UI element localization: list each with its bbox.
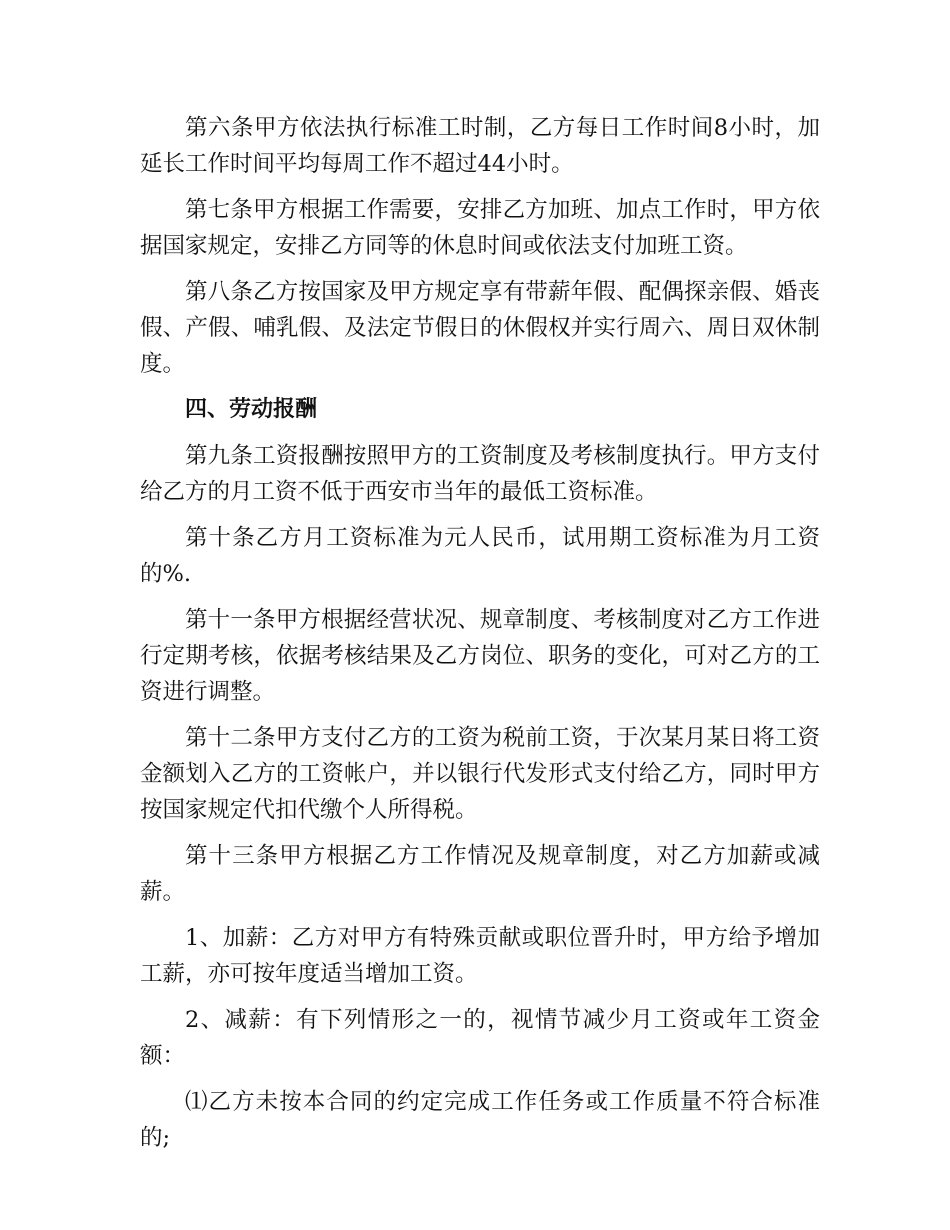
article-13-paragraph: 第十三条甲方根据乙方工作情况及规章制度，对乙方加薪或减薪。 [140,843,820,905]
article-9-paragraph: 第九条工资报酬按照甲方的工资制度及考核制度执行。甲方支付给乙方的月工资不低于西安市当年的最低工资标准。 [140,443,820,505]
document-body [140,110,820,1166]
clause-reduction-paragraph: 2、减薪：有下列情形之一的，视情节减少月工资或年工资金额： [140,1007,820,1069]
article-6-paragraph: 第六条甲方依法执行标准工时制，乙方每日工作时间8小时，加延长工作时间平均每周工作不超过44小时。 [140,115,820,177]
article-12-paragraph: 第十二条甲方支付乙方的工资为税前工资，于次某月某日将工资金额划入乙方的工资帐户，并以银行代发形式支付给乙方，同时甲方按国家规定代扣代缴个人所得税。 [140,725,820,823]
section-heading-labor-remuneration: 四、劳动报酬 [185,397,318,422]
article-11-paragraph: 第十一条甲方根据经营状况、规章制度、考核制度对乙方工作进行定期考核，依据考核结果及乙方岗位、职务的变化，可对乙方的工资进行调整。 [140,607,820,705]
article-8-paragraph: 第八条乙方按国家及甲方规定享有带薪年假、配偶探亲假、婚丧假、产假、哺乳假、及法定节假日的休假权并实行周六、周日双休制度。 [140,279,820,377]
clause-raise-paragraph: 1、加薪：乙方对甲方有特殊贡献或职位晋升时，甲方给予增加工薪，亦可按年度适当增加工资。 [140,925,820,987]
article-7-paragraph: 第七条甲方根据工作需要，安排乙方加班、加点工作时，甲方依据国家规定，安排乙方同等的休息时间或依法支付加班工资。 [140,197,820,259]
article-10-paragraph: 第十条乙方月工资标准为元人民币，试用期工资标准为月工资的%. [140,525,820,587]
clause-reduction-item-1: ⑴乙方未按本合同的约定完成工作任务或工作质量不符合标准的; [140,1089,820,1151]
